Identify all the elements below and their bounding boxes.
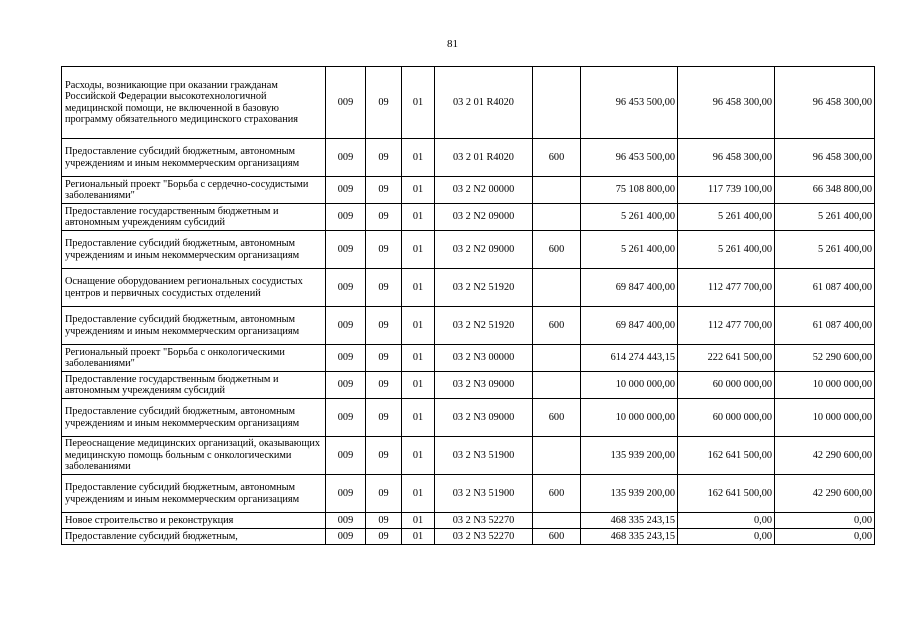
amount-year-3: 5 261 400,00	[775, 231, 875, 269]
section-code: 09	[366, 307, 402, 345]
ved-code: 009	[326, 372, 366, 399]
expense-type-code: 600	[533, 307, 581, 345]
expense-type-code	[533, 269, 581, 307]
expense-type-code	[533, 437, 581, 475]
section-code: 09	[366, 437, 402, 475]
ved-code: 009	[326, 475, 366, 513]
amount-year-1: 5 261 400,00	[581, 231, 678, 269]
amount-year-2: 112 477 700,00	[678, 307, 775, 345]
row-name: Предоставление субсидий бюджетным, автономным учреждениям и иным некоммерческим организациям	[62, 475, 326, 513]
table-row	[62, 177, 875, 204]
target-item-code: 03 2 N3 00000	[435, 345, 533, 372]
section-code: 09	[366, 529, 402, 545]
amount-year-2: 222 641 500,00	[678, 345, 775, 372]
section-code: 09	[366, 231, 402, 269]
ved-code: 009	[326, 345, 366, 372]
amount-year-2: 60 000 000,00	[678, 372, 775, 399]
target-item-code: 03 2 N3 52270	[435, 513, 533, 529]
amount-year-1: 614 274 443,15	[581, 345, 678, 372]
amount-year-2: 5 261 400,00	[678, 231, 775, 269]
section-code: 09	[366, 475, 402, 513]
target-item-code: 03 2 01 R4020	[435, 67, 533, 139]
subsection-code: 01	[402, 437, 435, 475]
table-row	[62, 475, 875, 513]
row-name: Предоставление субсидий бюджетным, автономным учреждениям и иным некоммерческим организациям	[62, 231, 326, 269]
amount-year-1: 135 939 200,00	[581, 475, 678, 513]
target-item-code: 03 2 N2 51920	[435, 307, 533, 345]
section-code: 09	[366, 372, 402, 399]
target-item-code: 03 2 N3 09000	[435, 372, 533, 399]
target-item-code: 03 2 N3 09000	[435, 399, 533, 437]
row-name: Новое строительство и реконструкция	[62, 513, 326, 529]
ved-code: 009	[326, 139, 366, 177]
subsection-code: 01	[402, 204, 435, 231]
section-code: 09	[366, 67, 402, 139]
amount-year-2: 162 641 500,00	[678, 437, 775, 475]
expense-type-code: 600	[533, 139, 581, 177]
amount-year-1: 96 453 500,00	[581, 139, 678, 177]
row-name: Расходы, возникающие при оказании гражданам Российской Федерации высокотехнологичной медицинской помощи, не включенной в базовую программу обязательного медицинского страхования	[62, 67, 326, 139]
amount-year-1: 10 000 000,00	[581, 399, 678, 437]
amount-year-3: 96 458 300,00	[775, 67, 875, 139]
ved-code: 009	[326, 513, 366, 529]
row-name: Предоставление субсидий бюджетным, автономным учреждениям и иным некоммерческим организациям	[62, 139, 326, 177]
ved-code: 009	[326, 307, 366, 345]
budget-table	[61, 66, 875, 545]
table-row	[62, 269, 875, 307]
section-code: 09	[366, 139, 402, 177]
page-number: 81	[447, 38, 458, 50]
expense-type-code	[533, 204, 581, 231]
amount-year-3: 52 290 600,00	[775, 345, 875, 372]
row-name: Региональный проект "Борьба с онкологическими заболеваниями"	[62, 345, 326, 372]
target-item-code: 03 2 N2 09000	[435, 231, 533, 269]
target-item-code: 03 2 01 R4020	[435, 139, 533, 177]
expense-type-code	[533, 67, 581, 139]
ved-code: 009	[326, 204, 366, 231]
table-row	[62, 529, 875, 545]
row-name: Оснащение оборудованием региональных сосудистых центров и первичных сосудистых отделений	[62, 269, 326, 307]
amount-year-2: 0,00	[678, 529, 775, 545]
ved-code: 009	[326, 529, 366, 545]
amount-year-2: 112 477 700,00	[678, 269, 775, 307]
section-code: 09	[366, 204, 402, 231]
row-name: Предоставление государственным бюджетным и автономным учреждениям субсидий	[62, 204, 326, 231]
table-row	[62, 372, 875, 399]
table-body	[62, 67, 875, 545]
table-row	[62, 399, 875, 437]
subsection-code: 01	[402, 307, 435, 345]
amount-year-1: 69 847 400,00	[581, 269, 678, 307]
section-code: 09	[366, 399, 402, 437]
expense-type-code	[533, 513, 581, 529]
section-code: 09	[366, 177, 402, 204]
subsection-code: 01	[402, 177, 435, 204]
ved-code: 009	[326, 269, 366, 307]
subsection-code: 01	[402, 231, 435, 269]
expense-type-code: 600	[533, 475, 581, 513]
amount-year-2: 96 458 300,00	[678, 139, 775, 177]
amount-year-1: 135 939 200,00	[581, 437, 678, 475]
expense-type-code	[533, 372, 581, 399]
table-row	[62, 437, 875, 475]
table-row	[62, 204, 875, 231]
amount-year-1: 10 000 000,00	[581, 372, 678, 399]
amount-year-2: 0,00	[678, 513, 775, 529]
amount-year-1: 75 108 800,00	[581, 177, 678, 204]
table-row	[62, 307, 875, 345]
table-row	[62, 67, 875, 139]
amount-year-2: 5 261 400,00	[678, 204, 775, 231]
expense-type-code: 600	[533, 529, 581, 545]
amount-year-3: 96 458 300,00	[775, 139, 875, 177]
table-row	[62, 139, 875, 177]
section-code: 09	[366, 269, 402, 307]
amount-year-1: 468 335 243,15	[581, 529, 678, 545]
section-code: 09	[366, 513, 402, 529]
target-item-code: 03 2 N3 51900	[435, 475, 533, 513]
amount-year-1: 468 335 243,15	[581, 513, 678, 529]
amount-year-3: 5 261 400,00	[775, 204, 875, 231]
expense-type-code: 600	[533, 231, 581, 269]
subsection-code: 01	[402, 475, 435, 513]
subsection-code: 01	[402, 399, 435, 437]
amount-year-2: 162 641 500,00	[678, 475, 775, 513]
row-name: Предоставление субсидий бюджетным, автономным учреждениям и иным некоммерческим организациям	[62, 307, 326, 345]
subsection-code: 01	[402, 139, 435, 177]
amount-year-3: 0,00	[775, 513, 875, 529]
expense-type-code: 600	[533, 399, 581, 437]
subsection-code: 01	[402, 269, 435, 307]
amount-year-3: 42 290 600,00	[775, 437, 875, 475]
expense-type-code	[533, 345, 581, 372]
amount-year-1: 5 261 400,00	[581, 204, 678, 231]
ved-code: 009	[326, 177, 366, 204]
ved-code: 009	[326, 399, 366, 437]
target-item-code: 03 2 N2 09000	[435, 204, 533, 231]
row-name: Предоставление субсидий бюджетным,	[62, 529, 326, 545]
amount-year-2: 96 458 300,00	[678, 67, 775, 139]
amount-year-3: 0,00	[775, 529, 875, 545]
amount-year-3: 66 348 800,00	[775, 177, 875, 204]
target-item-code: 03 2 N3 51900	[435, 437, 533, 475]
amount-year-3: 61 087 400,00	[775, 307, 875, 345]
amount-year-3: 10 000 000,00	[775, 372, 875, 399]
amount-year-2: 60 000 000,00	[678, 399, 775, 437]
subsection-code: 01	[402, 372, 435, 399]
row-name: Переоснащение медицинских организаций, оказывающих медицинскую помощь больным с онкологическими заболеваниями	[62, 437, 326, 475]
section-code: 09	[366, 345, 402, 372]
amount-year-1: 96 453 500,00	[581, 67, 678, 139]
target-item-code: 03 2 N3 52270	[435, 529, 533, 545]
table-row	[62, 345, 875, 372]
ved-code: 009	[326, 231, 366, 269]
subsection-code: 01	[402, 529, 435, 545]
amount-year-1: 69 847 400,00	[581, 307, 678, 345]
row-name: Предоставление государственным бюджетным и автономным учреждениям субсидий	[62, 372, 326, 399]
subsection-code: 01	[402, 67, 435, 139]
row-name: Предоставление субсидий бюджетным, автономным учреждениям и иным некоммерческим организациям	[62, 399, 326, 437]
amount-year-2: 117 739 100,00	[678, 177, 775, 204]
target-item-code: 03 2 N2 51920	[435, 269, 533, 307]
amount-year-3: 10 000 000,00	[775, 399, 875, 437]
table-row	[62, 513, 875, 529]
row-name: Региональный проект "Борьба с сердечно-сосудистыми заболеваниями"	[62, 177, 326, 204]
amount-year-3: 42 290 600,00	[775, 475, 875, 513]
subsection-code: 01	[402, 345, 435, 372]
expense-type-code	[533, 177, 581, 204]
ved-code: 009	[326, 437, 366, 475]
table-row	[62, 231, 875, 269]
subsection-code: 01	[402, 513, 435, 529]
amount-year-3: 61 087 400,00	[775, 269, 875, 307]
ved-code: 009	[326, 67, 366, 139]
target-item-code: 03 2 N2 00000	[435, 177, 533, 204]
